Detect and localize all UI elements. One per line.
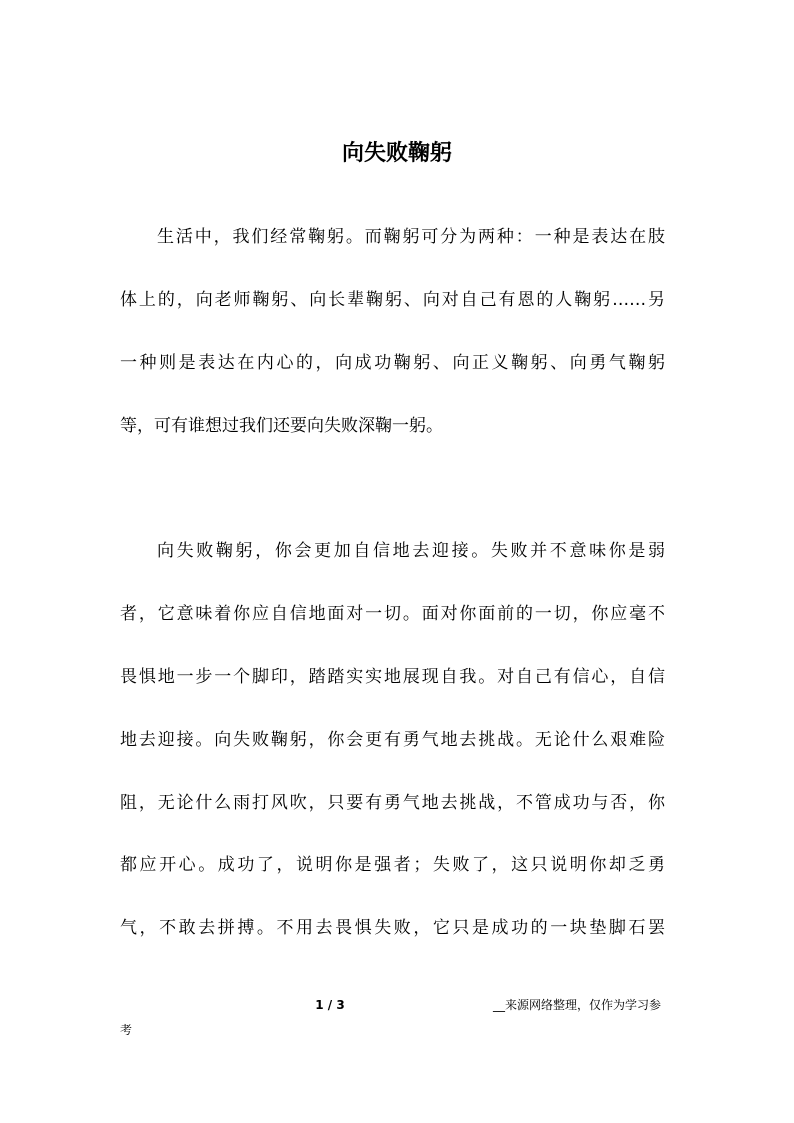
paragraph-2-line-5: 阻，无论什么雨打风吹，只要有勇气地去挑战，不管成功与否，你 — [120, 793, 665, 813]
paragraph-2-line-4: 地去迎接。向失败鞠躬，你会更有勇气地去挑战。无论什么艰难险 — [120, 730, 665, 750]
paragraph-2-line-7: 气，不敢去拼搏。不用去畏惧失败，它只是成功的一块垫脚石罢 — [120, 918, 665, 938]
source-note: __来源网络整理，仅作为学习参 — [493, 998, 662, 1012]
paragraph-2-line-1: 向失败鞠躬，你会更加自信地去迎接。失败并不意味你是弱 — [157, 541, 665, 561]
paragraph-2-line-2: 者，它意味着你应自信地面对一切。面对你面前的一切，你应毫不 — [120, 604, 665, 624]
paragraph-1-line-3: 一种则是表达在内心的，向成功鞠躬、向正义鞠躬、向勇气鞠躬 — [120, 353, 665, 373]
paragraph-1-line-2: 体上的，向老师鞠躬、向长辈鞠躬、向对自己有恩的人鞠躬……另 — [120, 290, 665, 310]
paragraph-2-line-6: 都应开心。成功了，说明你是强者；失败了，这只说明你却乏勇 — [120, 855, 665, 875]
page-number: 1 / 3 — [315, 998, 345, 1012]
source-note-continuation: 考 — [120, 1023, 133, 1037]
paragraph-2-line-3: 畏惧地一步一个脚印，踏踏实实地展现自我。对自己有信心，自信 — [120, 667, 665, 687]
document-title: 向失败鞠躬 — [341, 140, 452, 166]
paragraph-1-line-1: 生活中，我们经常鞠躬。而鞠躬可分为两种：一种是表达在肢 — [157, 227, 665, 247]
paragraph-1-line-4: 等，可有谁想过我们还要向失败深鞠一躬。 — [120, 416, 443, 436]
